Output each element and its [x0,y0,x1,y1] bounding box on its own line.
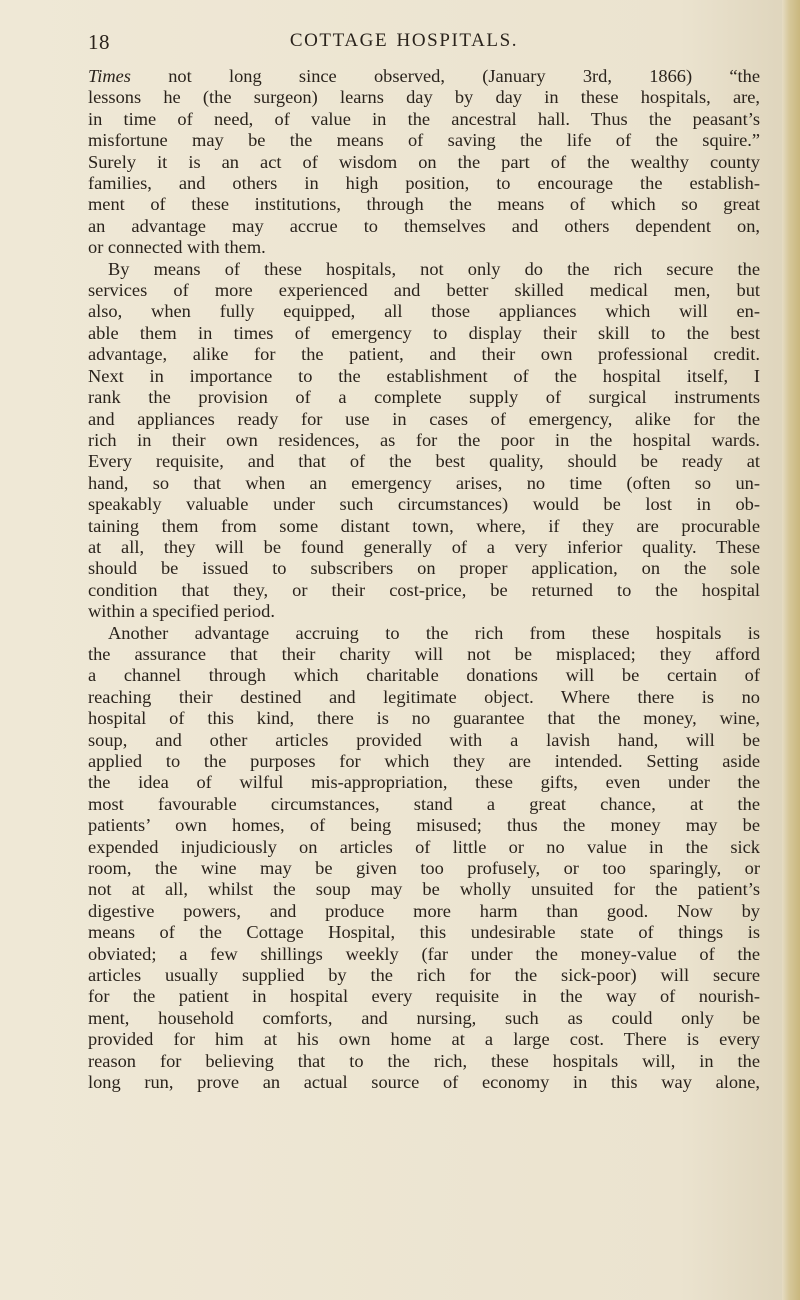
text-line: hand, so that when an emergency arises, no time (often so un- [88,472,760,493]
text-line: rich in their own residences, as for the poor in the hospital wards. [88,429,760,450]
text-line: and appliances ready for use in cases of emergency, alike for the [88,408,760,429]
body-text [88,66,760,1094]
text-line: articles usually supplied by the rich for the sick-poor) will secure [88,965,760,986]
running-title: COTTAGE HOSPITALS. [289,30,519,51]
newspaper-title: Times [88,66,131,86]
text-line: also, when fully equipped, all those appliances which will en- [88,301,760,322]
text-line: should be issued to subscribers on proper application, on the sole [88,558,760,579]
text-line: reaching their destined and legitimate object. Where there is no [88,686,760,707]
text-line: at all, they will be found generally of a very inferior quality. These [88,536,760,557]
text-line: expended injudiciously on articles of little or no value in the sick [88,836,760,857]
text-line: a channel through which charitable donations will be certain of [88,665,760,686]
text-line: not at all, whilst the soup may be wholly unsuited for the patient’s [88,879,760,900]
text-line: services of more experienced and better skilled medical men, but [88,280,760,301]
text-line: Surely it is an act of wisdom on the part of the wealthy county [88,151,760,172]
text-line: room, the wine may be given too profusely, or too sparingly, or [88,858,760,879]
text-line: within a specified period. [88,601,275,622]
text-line: Another advantage accruing to the rich from these hospitals is [108,622,760,643]
text-line: advantage, alike for the patient, and their own professional credit. [88,344,760,365]
text-line: speakably valuable under such circumstances) would be lost in ob- [88,494,760,515]
text-line: for the patient in hospital every requisite in the way of nourish- [88,986,760,1007]
text-line: the assurance that their charity will not be misplaced; they afford [88,643,760,664]
text-line: ment of these institutions, through the means of which so great [88,194,760,215]
text-line: able them in times of emergency to display their skill to the best [88,322,760,343]
text-line: in time of need, of value in the ancestral hall. Thus the peasant’s [88,108,760,129]
text-line: digestive powers, and produce more harm than good. Now by [88,900,760,921]
text-line: applied to the purposes for which they are intended. Setting aside [88,751,760,771]
text-line: long run, prove an actual source of economy in this way alone, [88,1072,760,1093]
text-line: most favourable circumstances, stand a great chance, at the [88,793,760,814]
text-line: condition that they, or their cost-price, be returned to the hospital [88,579,760,600]
text-line: taining them from some distant town, where, if they are procurable [88,515,760,536]
page-edge [782,0,800,1300]
text-line: soup, and other articles provided with a lavish hand, will be [88,729,760,750]
text-line: hospital of this kind, there is no guarantee that the money, wine, [88,708,760,729]
text-line: Times not long since observed, (January 3rd, 1866) “the [88,66,760,86]
text-line: Every requisite, and that of the best quality, should be ready at [88,451,760,472]
text-line: or connected with them. [88,237,266,258]
page-number: 18 [88,30,110,54]
text-line: misfortune may be the means of saving the life of the squire.” [88,130,760,151]
text-line: By means of these hospitals, not only do the rich secure the [108,258,760,279]
text-line: provided for him at his own home at a large cost. There is every [88,1029,760,1050]
text-line: the idea of wilful mis-appropriation, these gifts, even under the [88,772,760,793]
text-line: families, and others in high position, to encourage the establish- [88,173,760,194]
page-header [88,30,720,56]
text-line: obviated; a few shillings weekly (far under the money-value of the [88,943,760,964]
text-line: lessons he (the surgeon) learns day by day in these hospitals, are, [88,87,760,108]
text-line: an advantage may accrue to themselves and others dependent on, [88,215,760,236]
text-line: ment, household comforts, and nursing, such as could only be [88,1007,760,1028]
text-line: patients’ own homes, of being misused; thus the money may be [88,815,760,836]
text-line: means of the Cottage Hospital, this undesirable state of things is [88,922,760,943]
text-line: reason for believing that to the rich, these hospitals will, in the [88,1050,760,1071]
text-line: Next in importance to the establishment of the hospital itself, I [88,365,760,386]
text-line: rank the provision of a complete supply of surgical instruments [88,387,760,408]
